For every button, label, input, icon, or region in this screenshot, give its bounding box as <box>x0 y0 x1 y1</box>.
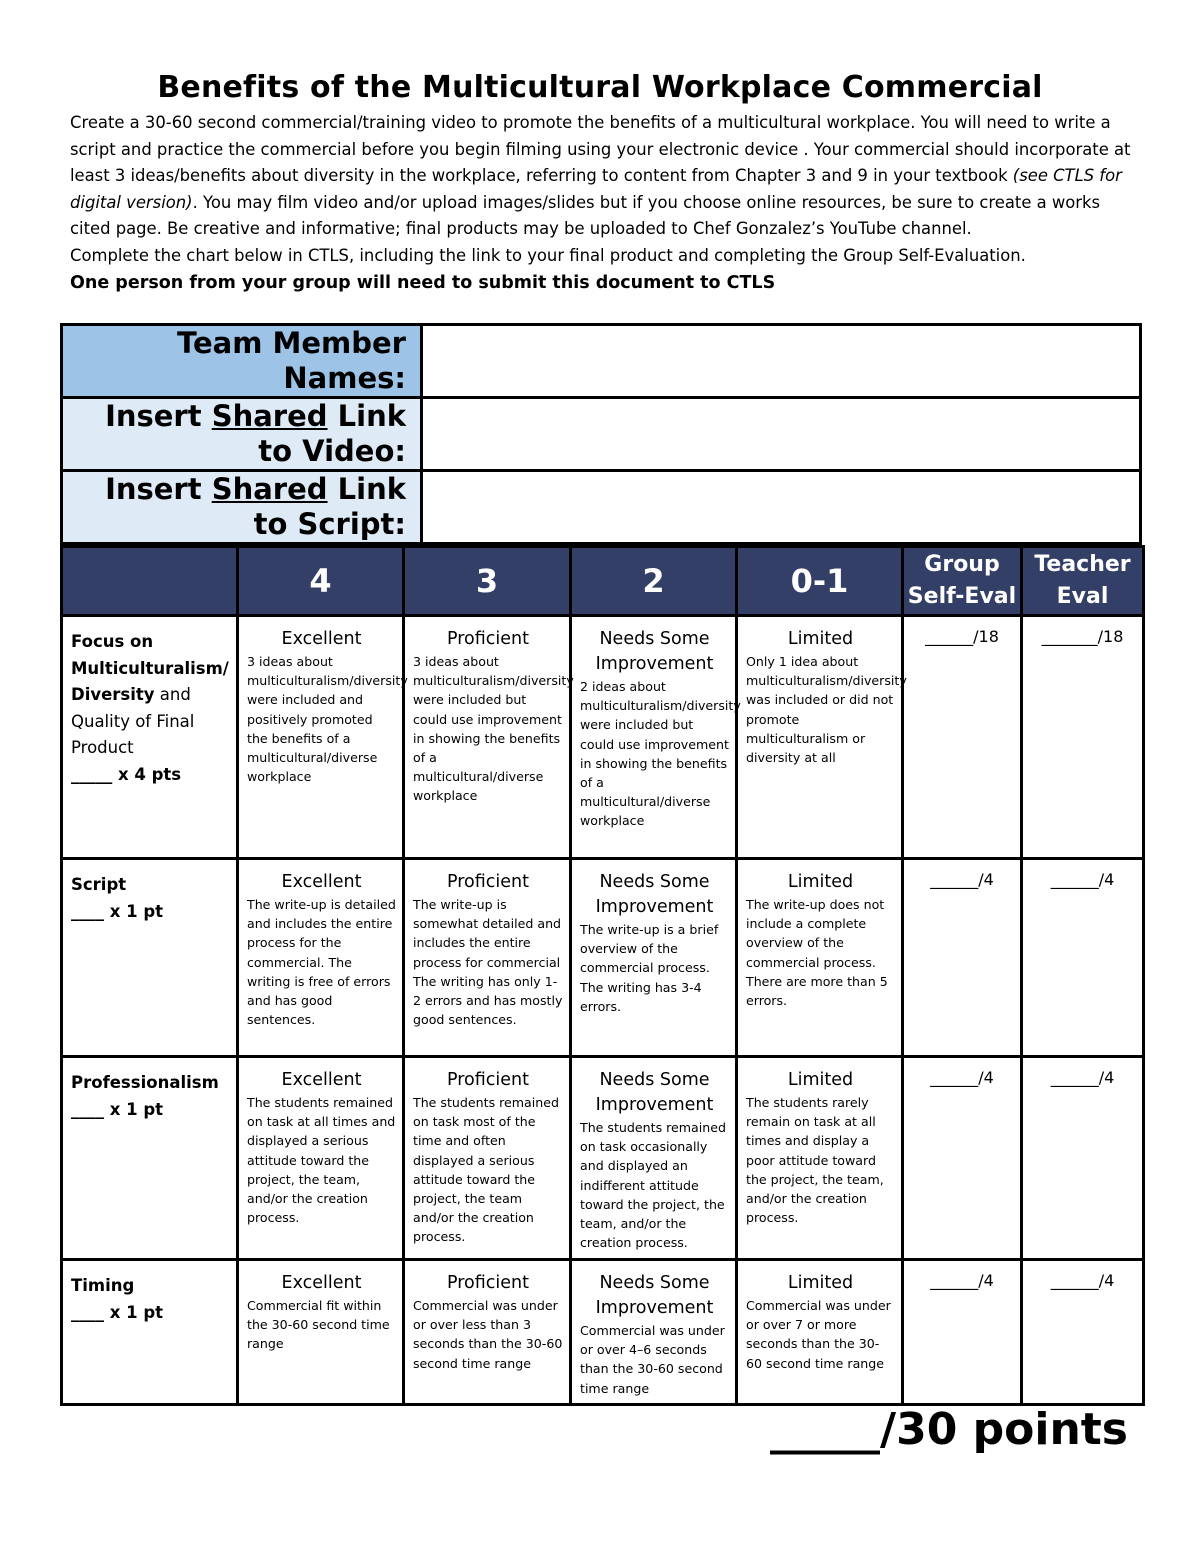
chart-instructions: Complete the chart below in CTLS, including the link to your final product and completing the Group Self-Evaluation. <box>70 245 1026 265</box>
rubric-header-row <box>62 547 1144 616</box>
team-members-field[interactable] <box>422 325 1141 398</box>
criterion-cell: Timing ____ x 1 pt <box>62 1260 238 1405</box>
video-link-field[interactable] <box>422 398 1141 471</box>
criterion-cell: Script ____ x 1 pt <box>62 859 238 1057</box>
level-cell: Excellent Commercial fit within the 30-60 second time range <box>238 1260 404 1405</box>
level-cell: Proficient The write-up is somewhat detailed and includes the entire process for commercial The writing has only 1-2 errors and has mostly good sentences. <box>404 859 571 1057</box>
instructions <box>70 110 1140 296</box>
rubric-row-professionalism <box>62 1057 1144 1260</box>
level-cell: Proficient The students remained on task most of the time and often displayed a serious attitude toward the project, the team and/or the creation process. <box>404 1057 571 1260</box>
group-self-eval-header: Group Self-Eval <box>903 547 1022 616</box>
submission-info-table <box>60 323 1142 545</box>
page-title: Benefits of the Multicultural Workplace Commercial <box>157 70 1043 105</box>
criterion-cell: Focus on Multiculturalism/ Diversity and Quality of Final Product _____ x 4 pts <box>62 616 238 859</box>
self-eval-score[interactable]: ______/4 <box>903 1057 1022 1260</box>
level-4-header: 4 <box>238 547 404 616</box>
criteria-header <box>62 547 238 616</box>
level-cell: Limited The students rarely remain on task at all times and display a poor attitude toward the project, the team, and/or the creation process. <box>737 1057 903 1260</box>
video-link-label: Insert Shared Link to Video: <box>62 398 422 471</box>
teacher-eval-score[interactable]: _______/18 <box>1022 616 1144 859</box>
rubric-row-timing <box>62 1260 1144 1405</box>
instructions-italic-note: (see CTLS for digital version) <box>70 166 1122 212</box>
level-cell: Excellent The write-up is detailed and includes the entire process for the commercial. The writing is free of errors and has good sentences. <box>238 859 404 1057</box>
level-cell: Proficient Commercial was under or over less than 3 seconds than the 30-60 second time range <box>404 1260 571 1405</box>
teacher-eval-score[interactable]: ______/4 <box>1022 859 1144 1057</box>
level-0-1-header: 0-1 <box>737 547 903 616</box>
level-cell: Limited Only 1 idea about multiculturalism/diversity was included or did not promote multiculturalism or diversity at all <box>737 616 903 859</box>
level-cell: Needs Some Improvement Commercial was under or over 4–6 seconds than the 30-60 second time range <box>571 1260 737 1405</box>
rubric-table <box>60 545 1145 1406</box>
rubric-row-focus <box>62 616 1144 859</box>
self-eval-score[interactable]: ______/18 <box>903 616 1022 859</box>
submission-note: One person from your group will need to submit this document to CTLS <box>70 272 776 293</box>
instructions-text-continued: . You may film video and/or upload images/slides but if you choose online resources, be sure to create a works cited page. Be creative and informative; final products may be uploaded to Chef Gonzalez’s YouTube channel. <box>70 192 1101 239</box>
total-points[interactable]: _____/30 points <box>770 1404 1128 1455</box>
level-cell: Excellent The students remained on task at all times and displayed a serious attitude toward the project, the team, and/or the creation process. <box>238 1057 404 1260</box>
level-cell: Needs Some Improvement The write-up is a brief overview of the commercial process. The writing has 3-4 errors. <box>571 859 737 1057</box>
team-members-label: Team Member Names: <box>62 325 422 398</box>
level-cell: Needs Some Improvement 2 ideas about multiculturalism/diversity were included but could use improvement in showing the benefits of a multicultural/diverse workplace <box>571 616 737 859</box>
instructions-text: Create a 30-60 second commercial/training video to promote the benefits of a multicultural workplace. You will need to write a script and practice the commercial before you begin filming using your electronic device . Your commercial should incorporate at least 3 ideas/benefits about diversity in the workplace, referring to content from Chapter 3 and 9 in your textbook <box>70 113 1131 186</box>
rubric-row-script <box>62 859 1144 1057</box>
criterion-cell: Professionalism ____ x 1 pt <box>62 1057 238 1260</box>
self-eval-score[interactable]: ______/4 <box>903 1260 1022 1405</box>
level-cell: Limited Commercial was under or over 7 or more seconds than the 30-60 second time range <box>737 1260 903 1405</box>
teacher-eval-header: Teacher Eval <box>1022 547 1144 616</box>
level-cell: Proficient 3 ideas about multiculturalism/diversity were included but could use improvement in showing the benefits of a multicultural/diverse workplace <box>404 616 571 859</box>
script-link-field[interactable] <box>422 471 1141 544</box>
teacher-eval-score[interactable]: ______/4 <box>1022 1057 1144 1260</box>
level-2-header: 2 <box>571 547 737 616</box>
level-3-header: 3 <box>404 547 571 616</box>
instructions-paragraph <box>70 110 1140 243</box>
level-cell: Limited The write-up does not include a complete overview of the commercial process. There are more than 5 errors. <box>737 859 903 1057</box>
teacher-eval-score[interactable]: ______/4 <box>1022 1260 1144 1405</box>
script-link-label: Insert Shared Link to Script: <box>62 471 422 544</box>
level-cell: Needs Some Improvement The students remained on task occasionally and displayed an indifferent attitude toward the project, the team, and/or the creation process. <box>571 1057 737 1260</box>
self-eval-score[interactable]: ______/4 <box>903 859 1022 1057</box>
level-cell: Excellent 3 ideas about multiculturalism/diversity were included and positively promoted the benefits of a multicultural/diverse workplace <box>238 616 404 859</box>
